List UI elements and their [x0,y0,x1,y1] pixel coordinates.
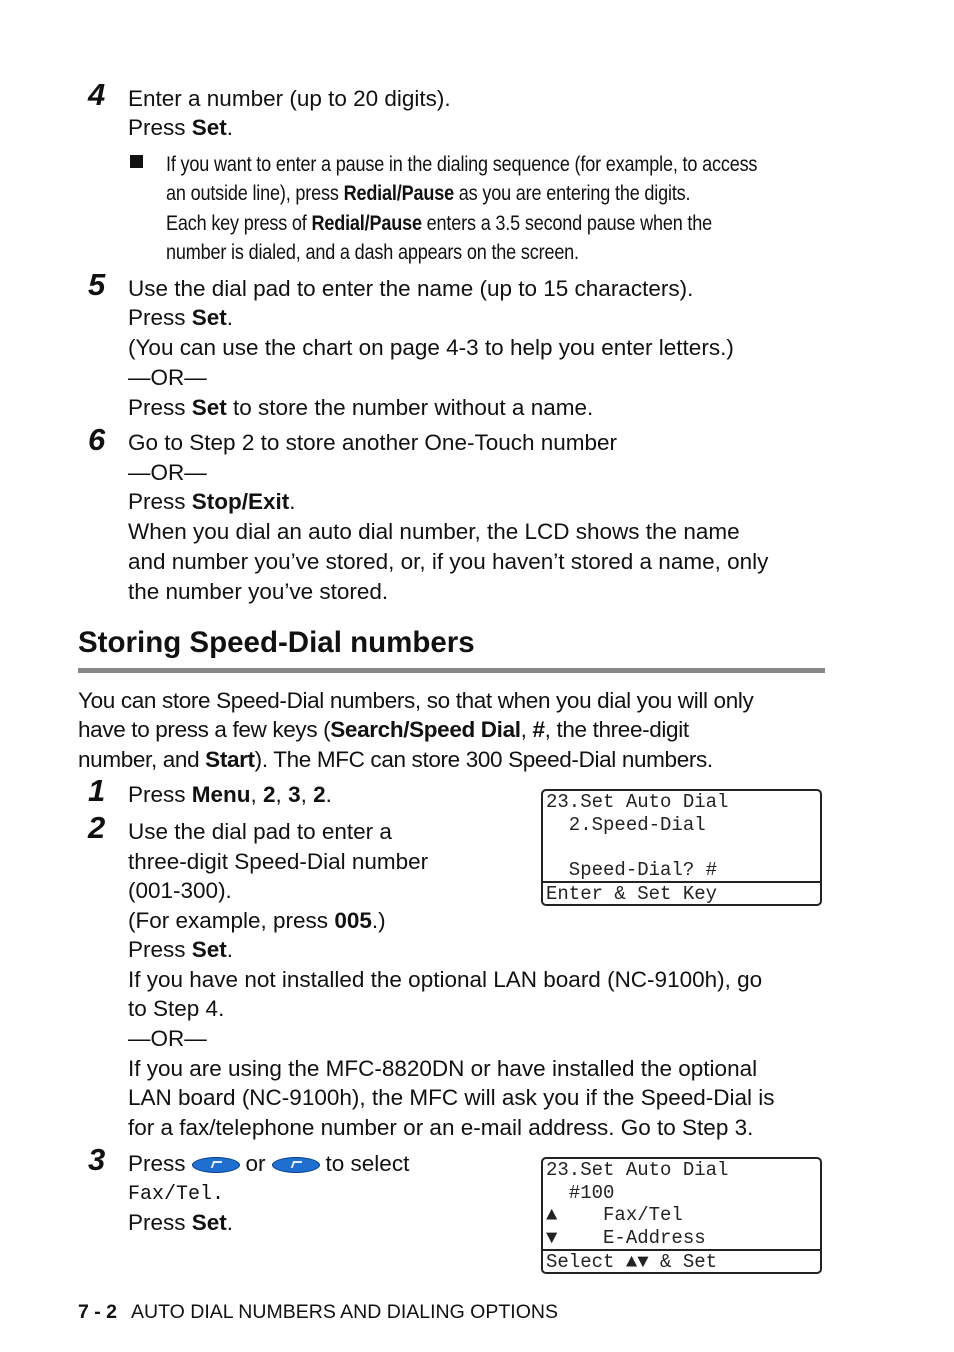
section-rule [78,668,825,673]
note-line-3: Each key press of Redial/Pause enters a 3.5 second pause when the [166,212,713,235]
step-3-line-1: Press or to select [128,1151,410,1176]
step-2-line-3: (001-300). [128,878,232,903]
intro-line-1: You can store Speed-Dial numbers, so that when you dial you will only [78,688,754,713]
step-number: 5 [88,267,106,302]
step-2-line-11: for a fax/telephone number or an e-mail address. Go to Step 3. [128,1115,754,1140]
intro-line-2: have to press a few keys (Search/Speed Dial, #, the three-digit [78,717,689,742]
step-2-line-6: If you have not installed the optional LAN board (NC-9100h), go [128,967,763,992]
step-6-line-6: the number you’ve stored. [128,579,389,604]
step-number: 6 [88,422,106,457]
lcd-row: Speed-Dial? # [546,858,718,881]
step-2-line-1: Use the dial pad to enter a [128,819,392,844]
step-2-line-2: three-digit Speed-Dial number [128,849,429,874]
lcd-bottom-row: Enter & Set Key [543,881,820,906]
step-5-line-1: Use the dial pad to enter the name (up to 15 characters). [128,276,694,301]
step-2-line-5: Press Set. [128,937,234,962]
lcd-bottom-row: Select ▲▼ & Set [543,1249,820,1274]
step-2-line-7: to Step 4. [128,996,225,1021]
page-number: 7 - 2 [78,1301,118,1323]
page-footer [78,1301,558,1323]
lcd-display-speed-dial [541,789,822,906]
step-2-line-10: LAN board (NC-9100h), the MFC will ask you if the Speed-Dial is [128,1085,775,1110]
step-6-line-3: Press Stop/Exit. [128,489,296,514]
lcd-row: ▼ E-Address [546,1226,706,1249]
note-line-2: an outside line), press Redial/Pause as you are entering the digits. [166,182,691,205]
step-number: 3 [88,1142,106,1177]
step-number: 2 [88,810,106,845]
lcd-row: 23.Set Auto Dial [546,1159,729,1181]
or-separator: —OR— [128,1026,207,1051]
lcd-row [543,836,820,859]
intro-line-3: number, and Start). The MFC can store 300 Speed-Dial numbers. [78,747,713,772]
step-6-line-5: and number you’ve stored, or, if you haven’t stored a name, only [128,549,769,574]
step-3-lcd-text: Fax/Tel. [128,1183,225,1206]
step-4-line-1: Enter a number (up to 20 digits). [128,86,451,111]
step-5-line-2: Press Set. [128,305,234,330]
lcd-row: ▲ Fax/Tel [546,1204,683,1227]
up-arrow-key-icon [192,1157,240,1173]
down-arrow-key-icon [272,1157,320,1173]
or-separator: —OR— [128,365,207,390]
lcd-row: #100 [546,1181,615,1204]
step-number: 4 [88,77,106,112]
step-2-line-9: If you are using the MFC-8820DN or have installed the optional [128,1056,758,1081]
step-6-line-1: Go to Step 2 to store another One-Touch number [128,430,618,455]
bullet-square-icon [130,155,143,168]
step-1-line: Press Menu, 2, 3, 2. [128,782,332,807]
note-line-1: If you want to enter a pause in the dialing sequence (for example, to access [166,153,758,176]
step-5-line-5: Press Set to store the number without a name. [128,395,594,420]
section-title: Storing Speed-Dial numbers [78,626,475,659]
step-5-line-3: (You can use the chart on page 4-3 to help you enter letters.) [128,335,734,360]
or-separator: —OR— [128,460,207,485]
lcd-row: 2.Speed-Dial [546,813,706,836]
step-6-line-4: When you dial an auto dial number, the LCD shows the name [128,519,740,544]
step-2-line-4: (For example, press 005.) [128,908,386,933]
note-line-4: number is dialed, and a dash appears on the screen. [166,241,579,264]
chapter-title: AUTO DIAL NUMBERS AND DIALING OPTIONS [131,1301,558,1323]
step-4-line-2: Press Set. [128,115,234,140]
step-3-line-3: Press Set. [128,1210,234,1235]
step-number: 1 [88,773,106,808]
lcd-row: 23.Set Auto Dial [546,791,729,813]
lcd-display-fax-tel [541,1157,822,1274]
